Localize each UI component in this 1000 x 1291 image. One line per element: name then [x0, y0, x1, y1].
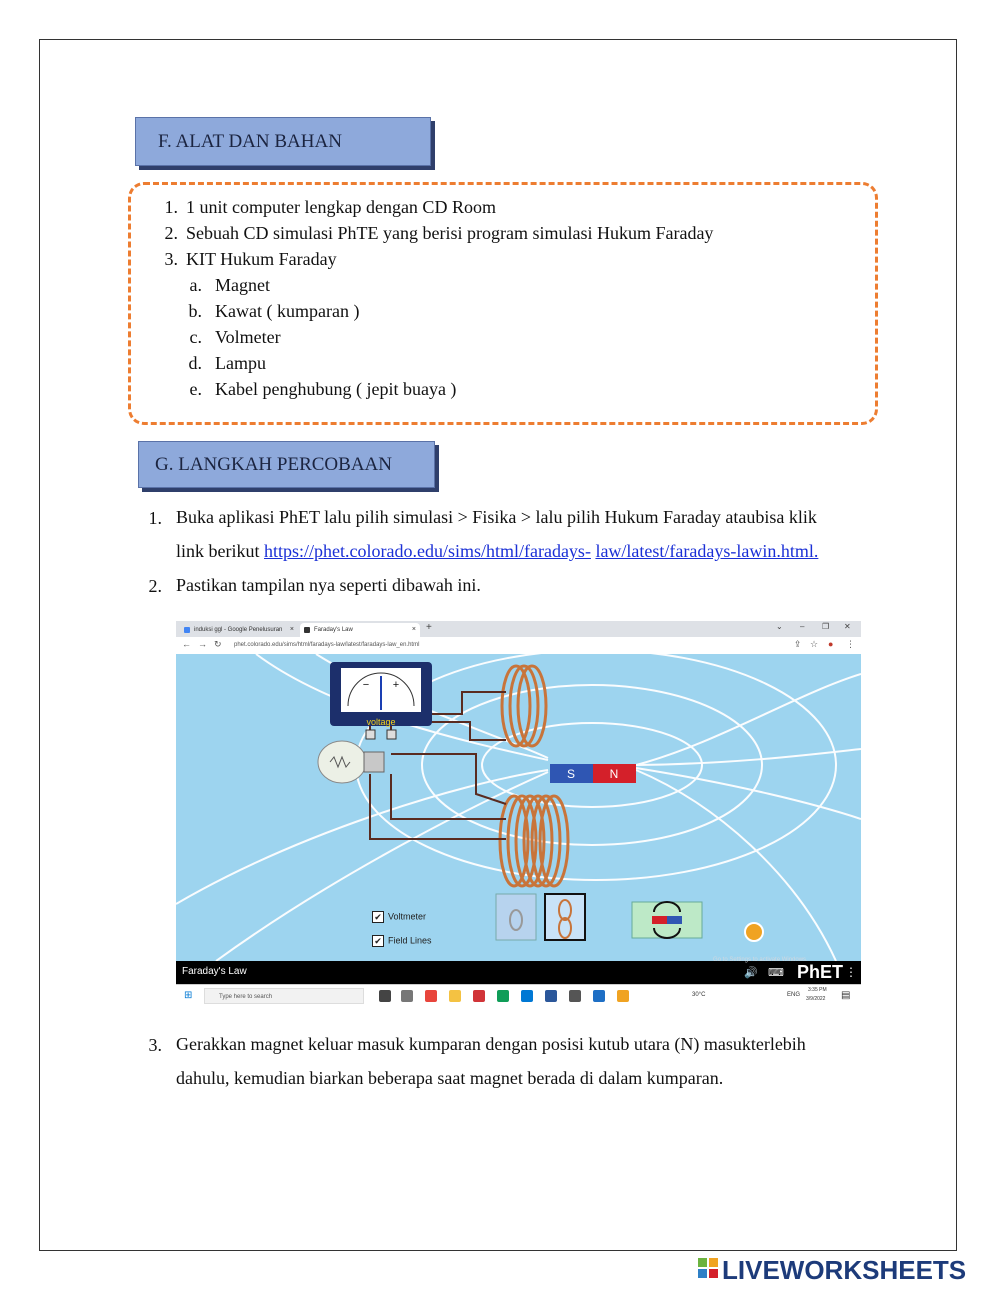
word-icon[interactable]	[545, 990, 557, 1002]
logo-text: LIVEWORKSHEETS	[722, 1255, 967, 1285]
logo-square-orange	[709, 1258, 718, 1267]
sim-footer	[176, 957, 861, 984]
section-f-title: F. ALAT DAN BAHAN	[158, 130, 342, 152]
mail-icon[interactable]	[521, 990, 533, 1002]
clock-time: 3:35 PM	[808, 987, 827, 993]
faraday-link-part1[interactable]: https://phet.colorado.edu/sims/html/faradays-	[264, 541, 591, 561]
close-tab-icon[interactable]: ×	[289, 626, 294, 633]
store-icon[interactable]	[473, 990, 485, 1002]
browser-tab-2[interactable]: Faraday's Law ×	[300, 623, 420, 637]
magnet-north-label: N	[609, 767, 619, 781]
checkbox-checked-icon[interactable]: ✔	[372, 911, 384, 923]
phet-taskbar-icon[interactable]	[617, 990, 629, 1002]
activate-windows-watermark: Go to Settings to activate Windows.	[713, 957, 808, 963]
browser-tab-1[interactable]: induksi ggl - Google Penelusuran ×	[180, 623, 298, 637]
menu-icon[interactable]: ⋮	[846, 639, 855, 649]
address-bar	[176, 637, 861, 655]
widgets-icon[interactable]	[401, 990, 413, 1002]
phet-favicon-icon	[304, 627, 310, 633]
edge-icon[interactable]	[497, 990, 509, 1002]
voltmeter-minus: −	[362, 679, 370, 691]
flip-magnet-south-icon	[667, 916, 682, 924]
liveworksheets-logo	[698, 1255, 993, 1285]
reload-icon[interactable]: ↻	[214, 639, 222, 649]
bookmark-icon[interactable]: ☆	[810, 639, 819, 649]
chrome-icon[interactable]	[425, 990, 437, 1002]
url-text[interactable]: phet.colorado.edu/sims/html/faradays-law/latest/faradays-law_en.html	[234, 642, 420, 648]
temperature: 30°C	[692, 992, 706, 998]
section-f-header	[135, 117, 431, 166]
section-g-header	[138, 441, 435, 488]
reset-icon[interactable]	[745, 923, 763, 941]
light-bulb-icon	[318, 741, 366, 783]
tab-search-icon[interactable]: ⌄	[776, 622, 783, 631]
back-icon[interactable]: ←	[182, 639, 191, 649]
share-icon[interactable]: ⇪	[794, 639, 802, 649]
minimize-icon[interactable]: –	[800, 622, 805, 631]
voltmeter-label: voltage	[366, 717, 396, 727]
voltmeter-checkbox[interactable]: ✔ Voltmeter	[372, 911, 426, 923]
checkbox-checked-icon[interactable]: ✔	[372, 935, 384, 947]
close-window-icon[interactable]: ✕	[844, 622, 851, 631]
terminal-plus-icon	[387, 730, 396, 739]
close-tab-icon[interactable]: ×	[411, 626, 416, 633]
field-lines-checkbox[interactable]: ✔ Field Lines	[372, 935, 432, 947]
windows-start-icon[interactable]: ⊞	[184, 990, 193, 1001]
restore-icon[interactable]: ❐	[822, 622, 830, 631]
voltmeter-plus: +	[392, 679, 400, 691]
app-icon[interactable]	[569, 990, 581, 1002]
logo-square-blue	[698, 1269, 707, 1278]
task-view-icon[interactable]	[379, 990, 391, 1002]
one-coil-option[interactable]	[496, 894, 536, 940]
simulation-drawing	[176, 654, 861, 961]
file-explorer-icon[interactable]	[449, 990, 461, 1002]
bulb-base-icon	[364, 752, 384, 772]
new-tab-icon[interactable]: +	[426, 622, 432, 633]
keyboard-icon[interactable]: ⌨	[768, 967, 784, 979]
language: ENG	[787, 992, 801, 998]
forward-icon[interactable]: →	[198, 639, 207, 649]
extension-icon[interactable]: ●	[828, 639, 834, 649]
phet-screenshot	[176, 621, 861, 1007]
section-g-title: G. LANGKAH PERCOBAAN	[155, 453, 392, 475]
sim-title: Faraday's Law	[182, 966, 247, 977]
terminal-minus-icon	[366, 730, 375, 739]
photos-icon[interactable]	[593, 990, 605, 1002]
faraday-link-part2[interactable]: law/latest/faradays-lawin.html.	[595, 541, 819, 561]
taskbar-search[interactable]: Type here to search	[204, 988, 364, 1004]
phet-menu-icon[interactable]: ⋮	[845, 965, 857, 979]
magnet-south-label: S	[566, 767, 576, 781]
simulation-scene	[176, 654, 861, 961]
browser-tab-bar	[176, 621, 861, 637]
windows-taskbar	[176, 984, 861, 1007]
phet-logo[interactable]: PhET	[796, 962, 843, 982]
clock-date: 3/9/2022	[806, 996, 826, 1002]
google-icon	[184, 627, 190, 633]
upper-coil	[502, 666, 546, 746]
logo-square-red	[709, 1269, 718, 1278]
flip-magnet-north-icon	[652, 916, 667, 924]
logo-square-green	[698, 1258, 707, 1267]
notification-icon[interactable]: ▤	[841, 990, 851, 1001]
sound-icon[interactable]: 🔊	[744, 967, 758, 979]
